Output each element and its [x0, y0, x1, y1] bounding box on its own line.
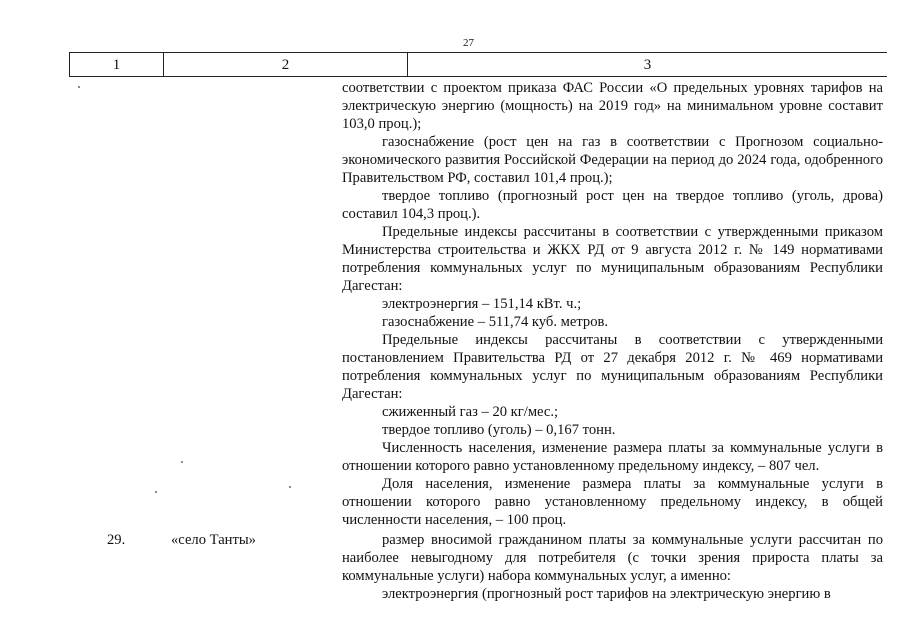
paragraph: Численность населения, изменение размера платы за коммунальные услуги в отношении которого равно установленному предельному индексу, – 807 чел.: [342, 440, 883, 474]
scan-speck: [181, 461, 183, 463]
paragraph: газоснабжение – 511,74 куб. метров.: [382, 314, 609, 330]
paragraph: Предельные индексы рассчитаны в соответствии с утвержденными приказом Министерства строительства и ЖКХ РД от 9 августа 2012 г. № 149 нормативами потребления коммунальных услуг по муниципальным образованиям Республики Дагестан:: [342, 224, 883, 294]
continuation-text-block: [342, 79, 883, 529]
header-column-1: 1: [70, 53, 164, 76]
scan-speck: [155, 491, 157, 493]
scan-speck: [289, 486, 291, 488]
header-column-3: 3: [643, 57, 652, 73]
paragraph: размер вносимой гражданином платы за коммунальные услуги рассчитан по наиболее невыгодному для потребителя (с точки зрения прироста платы за коммунальные услуги) набора коммунальных услуг, а именно:: [342, 532, 883, 584]
paragraph: соответствии с проектом приказа ФАС России «О предельных уровнях тарифов на электрическую энергию (мощность) на 2019 год» на минимальном уровне составит 103,0 проц.);: [342, 80, 883, 132]
paragraph: Предельные индексы рассчитаны в соответствии с утвержденными постановлением Правительства РД от 27 декабря 2012 г. № 469 нормативами потребления коммунальных услуг по муниципальным образованиям Республики Дагестан:: [342, 332, 883, 402]
settlement-name: «село Танты»: [171, 532, 256, 548]
paragraph: электроэнергия (прогнозный рост тарифов на электрическую энергию в: [382, 586, 831, 602]
paragraph: сжиженный газ – 20 кг/мес.;: [382, 404, 559, 420]
table-header: [69, 52, 887, 77]
paragraph: Доля населения, изменение размера платы за коммунальные услуги в отношении которого равно установленному предельному индексу, в общей численности населения, – 100 проц.: [342, 476, 883, 528]
row-29-text-block: [342, 531, 883, 603]
row-number: 29.: [107, 532, 126, 548]
paragraph: твердое топливо (прогнозный рост цен на твердое топливо (уголь, дрова) составил 104,3 проц.).: [342, 188, 883, 222]
paragraph: электроэнергия – 151,14 кВт. ч.;: [382, 296, 582, 312]
paragraph: газоснабжение (рост цен на газ в соответствии с Прогнозом социально-экономического развития Российской Федерации на период до 2024 года, одобренного Правительством РФ, составил 101,4 проц.);: [342, 134, 883, 186]
scan-speck: [78, 86, 80, 88]
paragraph: твердое топливо (уголь) – 0,167 тонн.: [382, 422, 616, 438]
page-number: 27: [463, 37, 474, 49]
header-column-2: 2: [164, 53, 408, 76]
